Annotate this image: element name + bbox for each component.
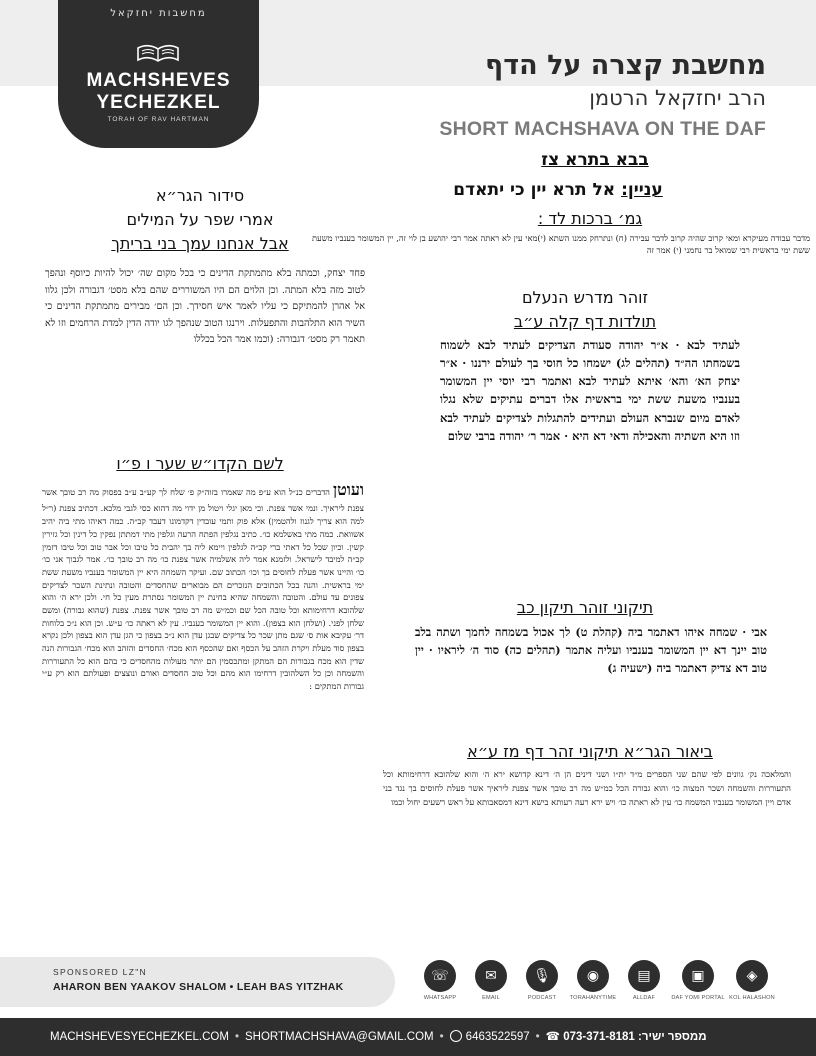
torahanytime-icon: ◉ bbox=[577, 960, 609, 992]
icon-label: PODCAST bbox=[527, 995, 557, 1001]
inyan-label: עניין: bbox=[621, 180, 663, 200]
siddur-source-subtitle: אמרי שפר על המילים bbox=[126, 210, 274, 229]
icon-label: DAF YOMI PORTAL bbox=[671, 995, 725, 1001]
torahanytime-link[interactable] bbox=[565, 960, 621, 1001]
email-link[interactable] bbox=[463, 960, 519, 1001]
kolhalashon-link[interactable] bbox=[724, 960, 780, 1001]
whatsapp-small-icon bbox=[450, 1030, 462, 1042]
whatsapp-number[interactable]: 6463522597 bbox=[465, 1031, 530, 1043]
icon-label: KOL HALASHON bbox=[729, 995, 775, 1001]
leshem-source-title: לשם הקדו״ש שער ו פ״ו bbox=[116, 454, 284, 473]
email-link-text[interactable]: SHORTMACHSHAVA@GMAIL.COM bbox=[244, 1031, 434, 1043]
page-title-english: SHORT MACHSHAVA ON THE DAF bbox=[439, 118, 766, 140]
tikunei-source-title: תיקוני זוהר תיקון כב bbox=[516, 598, 654, 617]
icon-label: EMAIL bbox=[482, 995, 500, 1001]
footer-bar bbox=[0, 1018, 816, 1056]
footer-contact-line: MACHSHEVESYECHEZKEL.COM • SHORTMACHSHAVA@GMAIL.COM • 6463522597 • ☎ 073-371-8181 :ממספר ישיר bbox=[50, 1031, 707, 1043]
zohar-source-text: לעתיד לבא · א״ר יהודה סעודת הצדיקים לעתיד לבא לשמוח בשמחתו הה״ד (תהלים לג) ישמחו כל חוסי בך לעולם ירננו · א״ר יצחק הא׳ והא׳ איתא לעתיד לבא ואתמר רבי יוסי יין המשומר בענביו משעת ששת ימי בראשית אלו דברים עתיקים שלא נגלו לאדם מיום שנברא העולם ועתידים להתגלות לצדיקים לעתיד לבא וזו היא השתיה והאכילה ודאי דא היא · אמר ר׳ יהודה ברבי שלום bbox=[440, 338, 740, 443]
alldaf-icon: ▤ bbox=[628, 960, 660, 992]
kolhalashon-icon: ◈ bbox=[736, 960, 768, 992]
sponsor-label: SPONSORED LZ"N bbox=[53, 967, 147, 977]
dafyomiportal-icon: ▣ bbox=[682, 960, 714, 992]
whatsapp-icon: ☏ bbox=[424, 960, 456, 992]
masechta-heading: בבא בתרא צז bbox=[541, 150, 649, 170]
gemara-source-title: גמ׳ ברכות לד : bbox=[537, 209, 643, 228]
logo[interactable] bbox=[58, 0, 259, 148]
logo-tagline: TORAH OF RAV HARTMAN bbox=[107, 116, 210, 123]
podcast-link[interactable] bbox=[514, 960, 570, 1001]
leshem-source-text bbox=[42, 478, 364, 693]
direct-phone-number[interactable]: 073-371-8181 bbox=[563, 1031, 635, 1043]
logo-hebrew-text: מחשבות יחזקאל bbox=[110, 8, 207, 19]
open-book-icon bbox=[134, 42, 182, 64]
leshem-dropcap: ועוטן bbox=[333, 480, 365, 499]
logo-wordmark-line2: YECHEZKEL bbox=[96, 92, 221, 113]
zohar-source-subtitle: תולדות דף קלה ע״ב bbox=[513, 312, 657, 331]
siddur-source-phrase: אבל אנחנו עמך בני בריתך bbox=[111, 234, 289, 253]
page-title-hebrew: מחשבת קצרה על הדף bbox=[485, 50, 766, 81]
podcast-icon: 🎙 bbox=[526, 960, 558, 992]
tikunei-source-text: אבי · שמחה איהו דאתמר ביה (קהלת ט) לך אכול בשמחה לחמך ושתה בלב טוב יינך דא יין המשומר בענביו ועליה אתמר (תהלים כה) סוד ה׳ ליראיו · יין טוב דא צדיק דאתמר ביה (ישעיה ג) bbox=[415, 625, 767, 676]
contact-icon-row bbox=[412, 960, 782, 1006]
gemara-source-text: מדבר עבודה מעיקרא ומאי קרוב שהיה קרוב לדבר עבירה (ח) ונתרחק ממנו השתא (י)מאי עין לא ראתה אמר רבי יהושע בן לוי זה, יין המשומר בענביו משעת ששת ימי בראשית רבי שמואל בר נחמני (י) אמר זה bbox=[312, 233, 810, 256]
siddur-source-title: סידור הגר״א bbox=[155, 186, 245, 205]
icon-label: ALLDAF bbox=[632, 995, 656, 1001]
icon-label: TORAHANYTIME bbox=[569, 995, 617, 1001]
phone-icon: ☎ bbox=[545, 1031, 564, 1043]
whatsapp-link[interactable] bbox=[412, 960, 468, 1001]
inyan-heading bbox=[348, 180, 768, 200]
biur-source-text: והמלאכה נק׳ גוונים לפי שהם שני הספרים מ״ד ית״ו ושני דינים הן ה׳ דינא קדושא ירא ה׳ והוא שלהובא דרחימותא וכל התעוררות והשמחה ושכר המצוה כו׳ והוא גבורה הכל כמ״ש מה רב טובך אשר צפנת ליראיך אשר פעלת לחוסים בך נגד בני אדם ויין המשומר בענביו המשמח כו׳ עין לא ראתה כו׳ ויש ירא רעה רעותא בישא דינא דמסאבותא על ראש רשעים יחול וכמו bbox=[383, 769, 791, 807]
website-link[interactable]: MACHSHEVESYECHEZKEL.COM bbox=[50, 1031, 229, 1043]
dafyomiportal-link[interactable] bbox=[670, 960, 726, 1001]
zohar-source-title: זוהר מדרש הנעלם bbox=[521, 288, 649, 307]
siddur-source-text: פחד יצחק, וכמתה בלא מתמתקת הדינים כי בכל מקום שה׳ יכול להיות כיוסף ונהפך לטוב מזה בלא המתה. וכן הלוים הם היו המשוררים שהם בלא מסט׳ דגבורה ולכן גלוו אל אהרן להמתיקם כי עליו לאמר איש חסידך. וכן הם׳ מבירים מתמתקת הדינים כי השיר הוא התלהבות והתפעלות. וירנגו הטוב שנהפך לגו יודה הדין למדת הרחמים וזו לא תאמר רק מסט׳ דגבורה: (וכמו אמר הכל בכללו bbox=[45, 268, 365, 345]
icon-label: WHATSAPP bbox=[423, 995, 457, 1001]
direct-phone-label: :ממספר ישיר bbox=[638, 1031, 707, 1043]
leshem-body: הדברים כנ״ל הוא ע״פ מה שאמרו בזוה״ק פ׳ שלח לך קע״ב ע״ב בפסוק מה רב טובך אשר צפנת ליראיך. ונמי אשר צפנת. וכי מאן יגלי ויטול מן ידוי מה דהוא כסי לגבי מלכא. דכתיב צפנת (ר״ל למה הוא צריך לגנוז ולהטמין) אלא פוק ותמי עובדין דקדמונו דעבד קב״ה. כמה דאיהו מתי ביה יהיב אשוואת. כמה מתי באשלמא כו׳. כתיב נגלפין הפתח הרעה וגלפין מתי דמתתן נפקין כל דינין וכל גזירין קשין. וכיון שכל כל דאתי ברי קב״ה לגלפין ויימא ליה בך יהבית כל טיבו וכל אבר טוב וכל טיבו דזמין קב״ה למיבד לישראל. ולזמנא אמר ליה אשלמיה אשר צפנת כו׳ מה רב טובך כו׳. אמר לגבוך אני כו׳ כו׳ והיינו אשר פעלת לחוסים בך וכו׳ הכתוב שם. ועיקר השמחה היא יין המשומר בענביו משעת ששת ימי בראשית. והנה בכל הכתובים הנזכרים הם מבוארים שהחסדים והטובה ונתינת השכר לצדיקים צפונים עד עולם. והטובה והשמחה שהיא בחינת יין המשומר נסתרת מעין כל חי. ולכן ירא ה׳ והוא שלהובא דרחימותא וכל טובה הכל שם וכמ״ש מה רב טובך אשר צפנת. צפנת (שהוא גבורה) ומשם שלחן לפני. (ושלחן הוא בצפון). והוא יין המשומר בענביו. עין לא ראתה כו׳ ע״ש. וכן הוא נ״כ בלוחות דר׳ עקיבא אות ס׳ שגם מתן שכר כל צדיקים שבגן עדן הוא נ״כ בצפון כי הגן עדן הוא בצפון ולכן נקרא בצפון סוד מעלת ויקרת הזהב על הכסף ואם שהכסף הוא מכח׳ החסדים והזהב הוא מכח׳ הגבורות הנה שדין הוא מכח בגבורות הם המתקן ומתכסמין הם יותר מעולות מהחסדים כי בהם הוא כל התעוררות והשמחה וכן כל השלהובין דרחימו הוא מהם וכל טוב החסדים ואורם ונוצצים ופעולתם הוא רק ע״י גבורות המתקים : bbox=[42, 487, 364, 692]
alldaf-link[interactable] bbox=[616, 960, 672, 1001]
biur-source-title: ביאור הגר״א תיקוני זהר דף מז ע״א bbox=[467, 742, 713, 761]
author-name: הרב יחזקאל הרטמן bbox=[589, 86, 766, 110]
sponsor-names: AHARON BEN YAAKOV SHALOM • LEAH BAS YITZHAK bbox=[53, 981, 344, 993]
logo-wordmark-line1: MACHSHEVES bbox=[86, 70, 231, 91]
sponsor-box bbox=[0, 957, 395, 1007]
email-icon: ✉ bbox=[475, 960, 507, 992]
inyan-text: אל תרא יין כי יתאדם bbox=[453, 180, 616, 200]
